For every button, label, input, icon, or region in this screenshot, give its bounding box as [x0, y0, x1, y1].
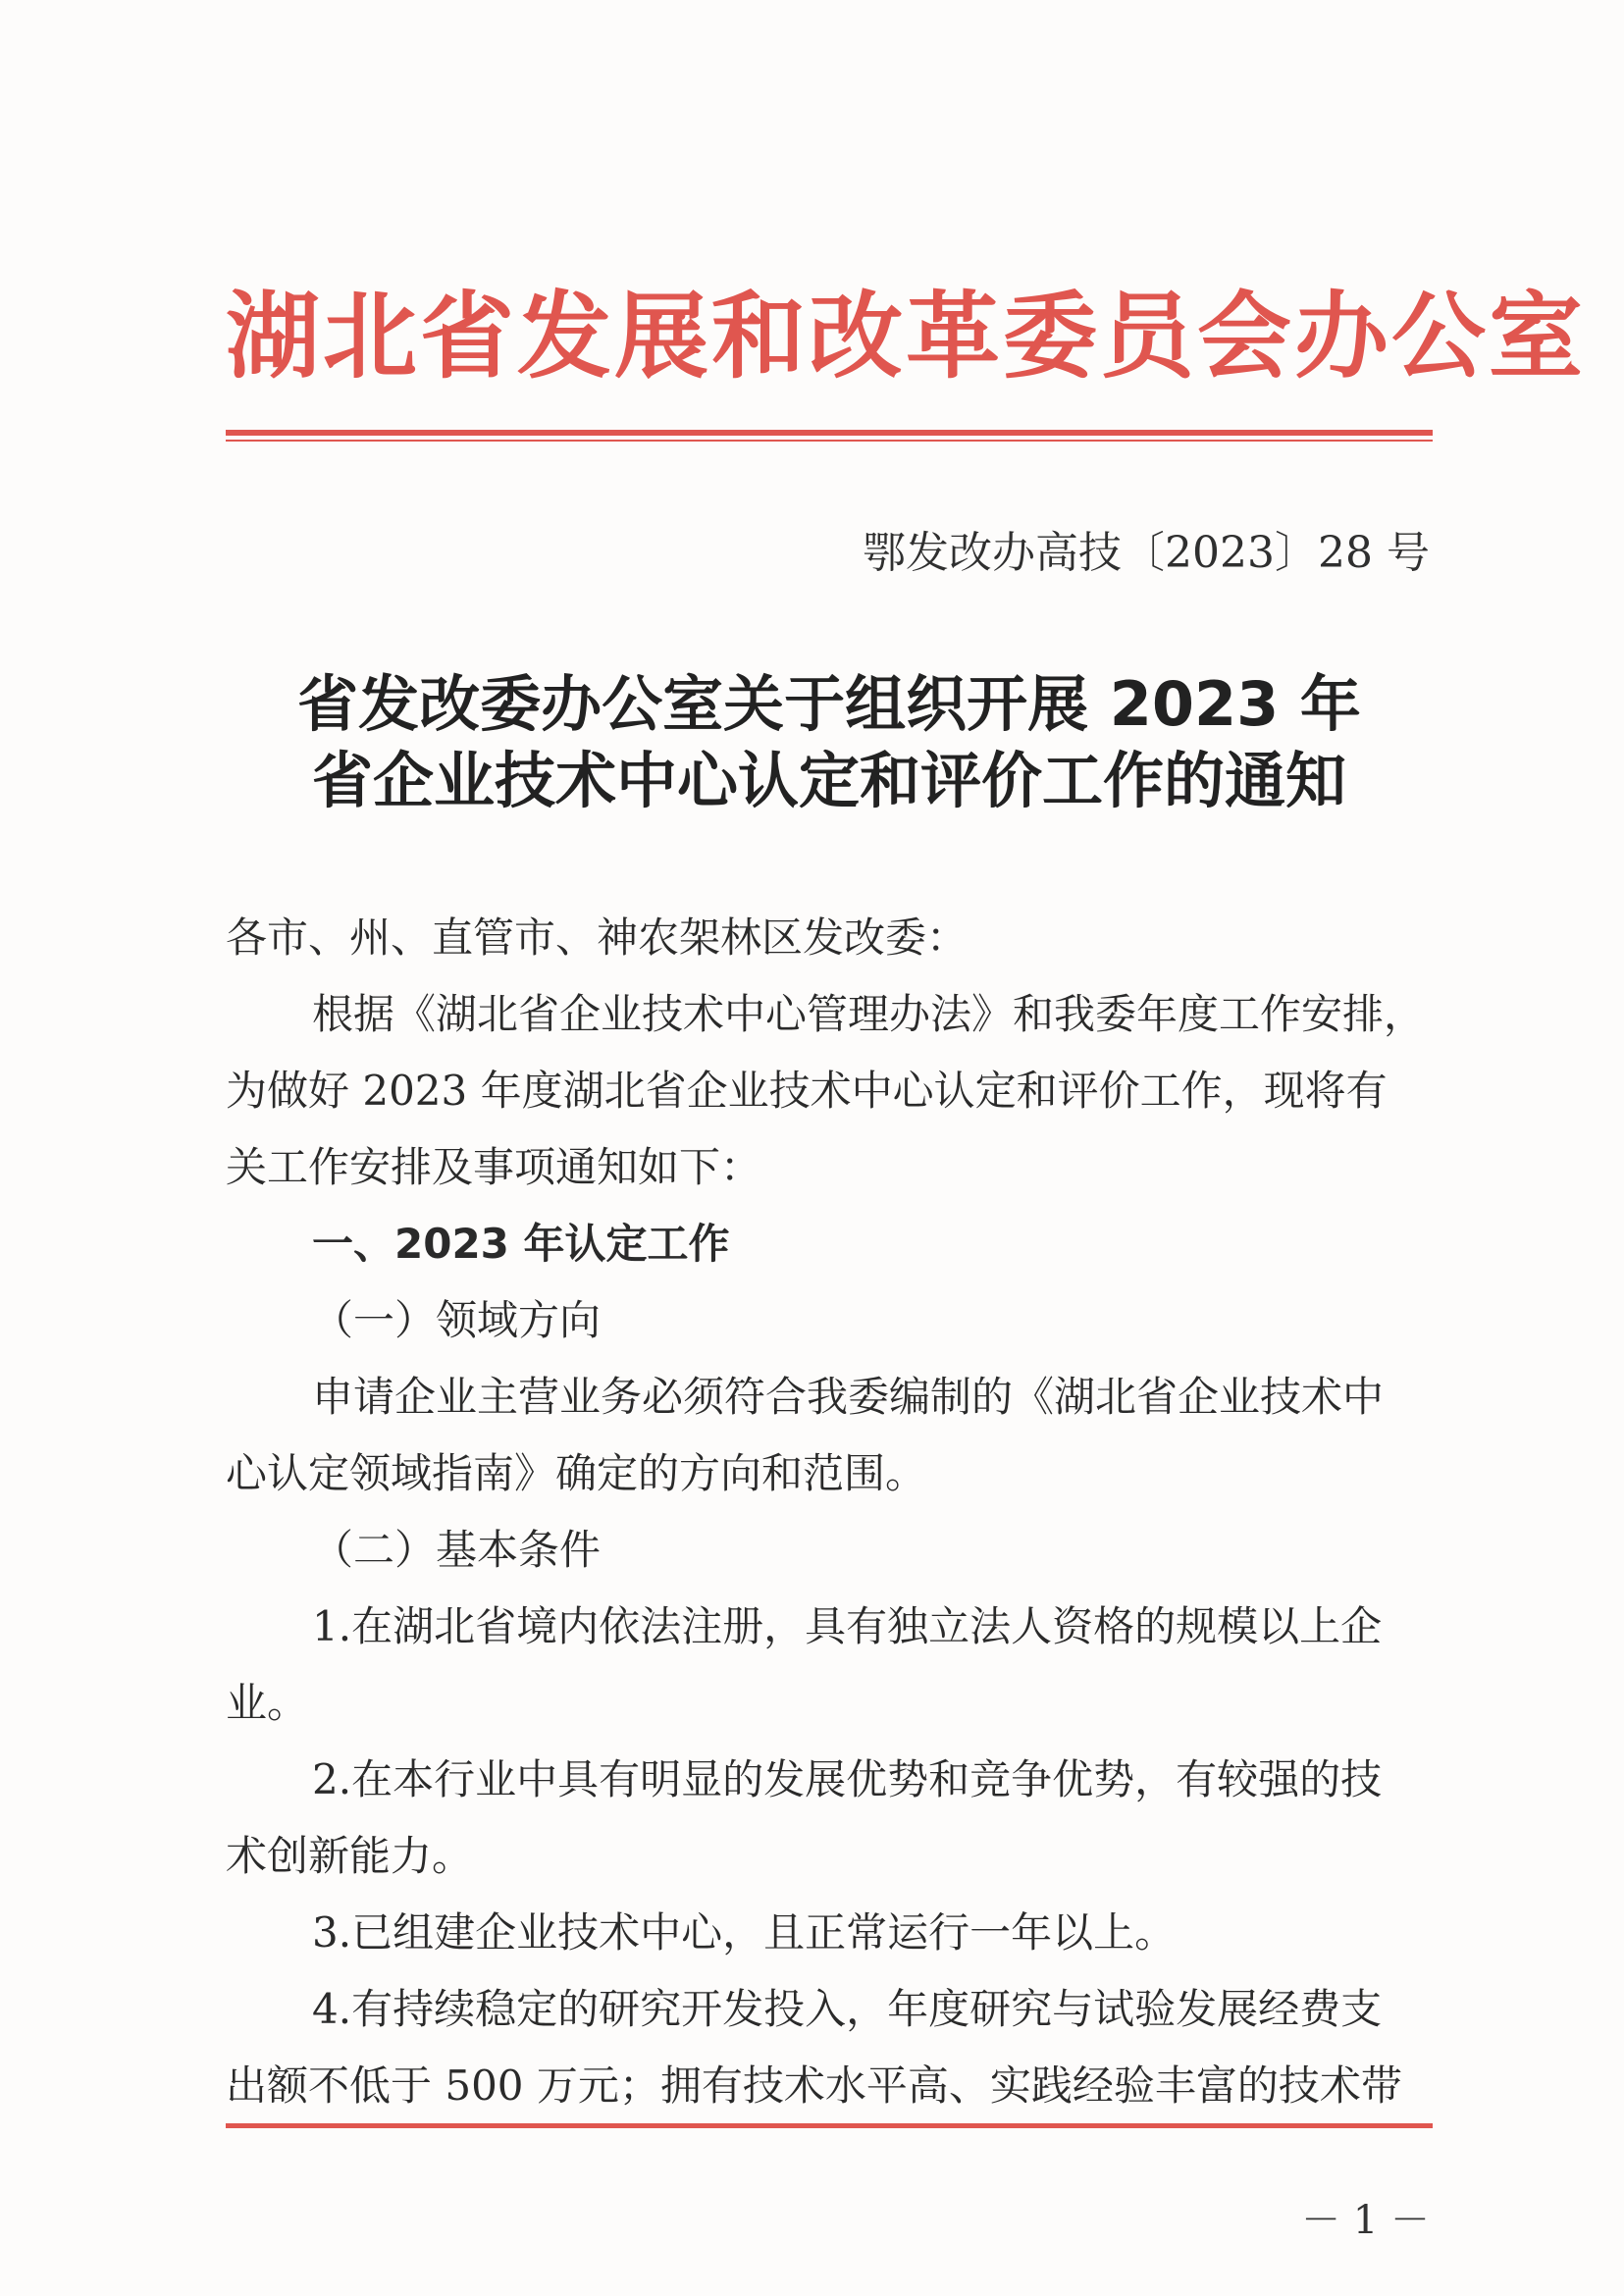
body-paragraph-line: 根据《湖北省企业技术中心管理办法》和我委年度工作安排，: [312, 990, 1426, 1038]
condition-item-4: 4.有持续稳定的研究开发投入，年度研究与试验发展经费支: [312, 1985, 1383, 2033]
section-heading: 一、2023 年认定工作: [312, 1220, 730, 1268]
condition-item-4-continued: 出额不低于 500 万元；拥有技术水平高、实践经验丰富的技术带: [226, 2061, 1402, 2110]
document-number: 鄂发改办高技〔2023〕28 号: [863, 528, 1430, 578]
condition-item-1-continued: 业。: [226, 1679, 309, 1727]
body-paragraph-line: 关工作安排及事项通知如下：: [226, 1143, 762, 1191]
body-paragraph-line: 心认定领域指南》确定的方向和范围。: [226, 1449, 927, 1497]
header-rule-thick: [226, 430, 1433, 436]
condition-item-2-continued: 术创新能力。: [226, 1832, 474, 1880]
footer-rule: [226, 2123, 1433, 2128]
body-paragraph-line: 为做好 2023 年度湖北省企业技术中心认定和评价工作，现将有: [226, 1067, 1388, 1115]
document-title-line-2: 省企业技术中心认定和评价工作的通知: [311, 745, 1346, 816]
condition-item-2: 2.在本行业中具有明显的发展优势和竞争优势，有较强的技: [312, 1755, 1383, 1803]
document-title-line-1: 省发改委办公室关于组织开展 2023 年: [297, 668, 1361, 740]
condition-item-1: 1.在湖北省境内依法注册，具有独立法人资格的规模以上企: [312, 1602, 1383, 1650]
body-paragraph-line: 申请企业主营业务必须符合我委编制的《湖北省企业技术中: [312, 1373, 1385, 1421]
subsection-heading: （一）领域方向: [312, 1296, 602, 1344]
subsection-heading: （二）基本条件: [312, 1526, 602, 1574]
addressee: 各市、州、直管市、神农架林区发改委：: [226, 913, 969, 962]
condition-item-3: 3.已组建企业技术中心，且正常运行一年以上。: [312, 1908, 1177, 1957]
issuing-organization-header: 湖北省发展和改革委员会办公室: [226, 282, 1586, 391]
page-number: － 1 －: [1301, 2198, 1430, 2243]
header-rule-thin: [226, 440, 1433, 442]
